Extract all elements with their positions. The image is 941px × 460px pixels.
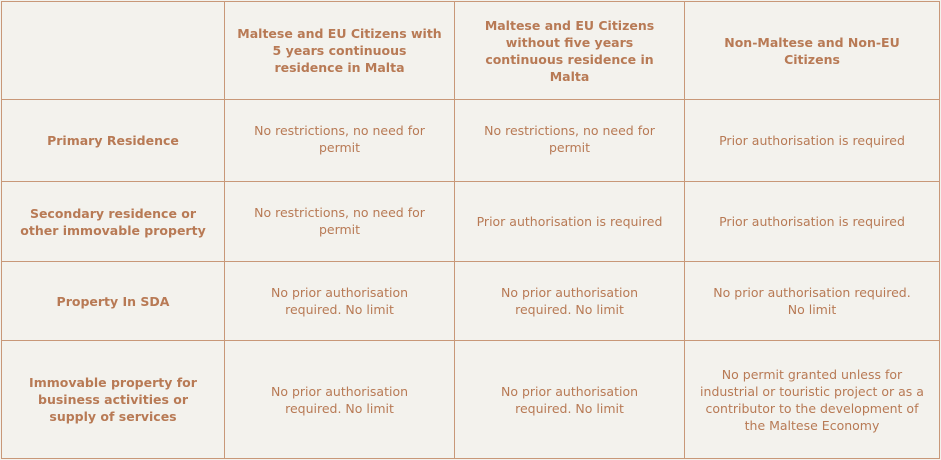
column-header-non-eu: Non-Maltese and Non-EU Citizens	[685, 2, 940, 100]
row-header-primary-residence: Primary Residence	[2, 100, 225, 182]
table-cell: No prior authorisation required. No limit	[685, 262, 940, 341]
cell-text: No restrictions, no need for permit	[254, 205, 425, 237]
table-header-row	[2, 2, 940, 100]
table-row	[2, 262, 940, 341]
table-cell	[225, 100, 455, 182]
row-header-business-property: Immovable property for business activities or supply of services	[2, 341, 225, 459]
table-cell: No prior authorisation required. No limit	[455, 262, 685, 341]
row-header-secondary-residence: Secondary residence or other immovable property	[2, 182, 225, 262]
row-header-property-in-sda: Property In SDA	[2, 262, 225, 341]
table-cell: Prior authorisation is required	[455, 182, 685, 262]
table-cell: No permit granted unless for industrial or touristic project or as a contributor to the development of the Maltese Economy	[685, 341, 940, 459]
column-header-eu-no-5yr: Maltese and EU Citizens without five years continuous residence in Malta	[455, 2, 685, 100]
table-cell: No prior authorisation required. No limit	[225, 262, 455, 341]
table-cell: No prior authorisation required. No limit	[225, 341, 455, 459]
table-cell: Prior authorisation is required	[685, 182, 940, 262]
table-row	[2, 182, 940, 262]
cell-text: No restrictions, no need for permit	[484, 123, 655, 155]
table-cell: No prior authorisation required. No limit	[455, 341, 685, 459]
table-row	[2, 341, 940, 459]
table-cell	[225, 182, 455, 262]
corner-cell	[2, 2, 225, 100]
column-header-eu-5yr: Maltese and EU Citizens with 5 years continuous residence in Malta	[225, 2, 455, 100]
cell-text: No restrictions, no need for permit	[254, 123, 425, 155]
table-row	[2, 100, 940, 182]
table-cell	[455, 100, 685, 182]
property-rules-table	[1, 1, 940, 459]
property-rules-table-container	[1, 1, 939, 458]
table-cell: Prior authorisation is required	[685, 100, 940, 182]
